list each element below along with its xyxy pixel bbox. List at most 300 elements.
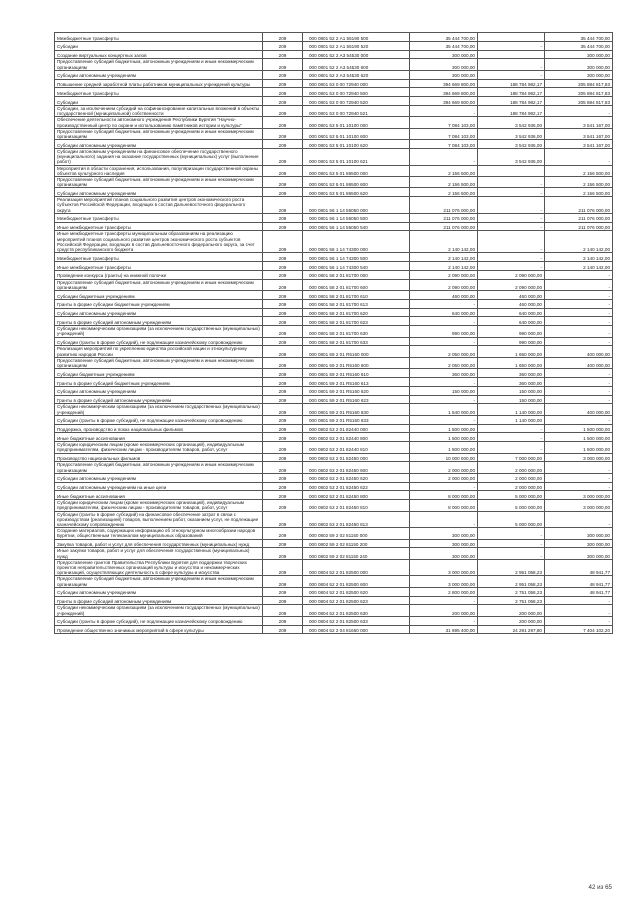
row-approved-amount: 394 669 800,00 (410, 88, 478, 97)
row-name: Субсидии автономным учреждениям (55, 308, 263, 317)
table-row (55, 149, 613, 166)
row-remaining-amount: 211 076 000,00 (545, 213, 613, 222)
table-row (55, 616, 613, 625)
table-row (55, 140, 613, 149)
row-admin-code: 209 (263, 587, 303, 596)
row-admin-code: 209 (263, 188, 303, 197)
row-approved-amount: 300 000,00 (410, 548, 478, 559)
row-classification-code: 000 0801 58 2 01 81700 610 (303, 291, 410, 300)
row-name: Субсидии автономным учреждениям на иные цели (55, 482, 263, 491)
row-name: Субсидии бюджетным учреждениям (55, 291, 263, 300)
row-classification-code: 000 0801 53 0 00 72940 500 (303, 88, 410, 97)
row-admin-code: 209 (263, 222, 303, 231)
row-admin-code: 209 (263, 357, 303, 368)
row-executed-amount: 2 000 000,00 (478, 462, 545, 473)
row-remaining-amount: 2 156 500,00 (545, 177, 613, 188)
row-classification-code: 000 0801 52 2 А3 54530 600 (303, 59, 410, 70)
row-executed-amount: - (478, 424, 545, 433)
row-approved-amount: 2 090 000,00 (410, 270, 478, 279)
row-approved-amount: - (410, 511, 478, 528)
row-classification-code: 000 0802 53 2 01 82450 800 (303, 491, 410, 500)
row-executed-amount: - (478, 253, 545, 262)
row-executed-amount: 150 000,00 (478, 386, 545, 395)
row-classification-code: 000 0801 53 5 01 10100 621 (303, 149, 410, 166)
row-classification-code: 000 0801 58 2 01 81700 623 (303, 317, 410, 326)
table-body (55, 33, 613, 634)
row-admin-code: 209 (263, 299, 303, 308)
row-remaining-amount: 35 444 700,00 (545, 33, 613, 42)
row-admin-code: 209 (263, 197, 303, 214)
row-executed-amount: 2 090 000,00 (478, 279, 545, 290)
row-classification-code: 000 0801 53 0 00 72940 521 (303, 105, 410, 116)
row-classification-code: 000 0801 59 2 01 R5160 610 (303, 369, 410, 378)
table-row (55, 386, 613, 395)
table-row (55, 346, 613, 357)
row-name: Гранты в форме субсидий автономным учреждениям (55, 596, 263, 605)
row-remaining-amount: 3 541 167,00 (545, 117, 613, 128)
table-row (55, 369, 613, 378)
row-remaining-amount: 211 076 000,00 (545, 222, 613, 231)
row-name: Субсидии (гранты в форме субсидий) на финансовое обеспечение затрат в связи с производством (реализацией) товаров, выполнением работ, оказанием услуг, не подлежащие казначейскому сопровождению (55, 511, 263, 528)
row-admin-code: 209 (263, 70, 303, 79)
row-admin-code: 209 (263, 548, 303, 559)
row-name: Иные межбюджетные трансферты (55, 262, 263, 271)
row-classification-code: 000 0804 52 2 01 82500 630 (303, 605, 410, 616)
row-executed-amount: 24 291 297,80 (478, 625, 545, 634)
row-approved-amount: 211 076 000,00 (410, 197, 478, 214)
table-row (55, 433, 613, 442)
row-classification-code: 000 0802 53 2 01 82450 000 (303, 453, 410, 462)
row-approved-amount: 31 695 400,00 (410, 625, 478, 634)
table-row (55, 625, 613, 634)
row-remaining-amount: 300 000,00 (545, 50, 613, 59)
table-row (55, 165, 613, 176)
row-approved-amount: 2 050 000,00 (410, 357, 478, 368)
row-admin-code: 209 (263, 404, 303, 415)
row-executed-amount: 1 140 000,00 (478, 404, 545, 415)
row-admin-code: 209 (263, 415, 303, 424)
row-executed-amount: 2 951 058,23 (478, 576, 545, 587)
row-classification-code: 000 0802 53 2 01 82450 600 (303, 462, 410, 473)
row-admin-code: 209 (263, 231, 303, 253)
table-row (55, 50, 613, 59)
row-name: Иные закупки товаров, работ и услуг для обеспечения государственных (муниципальных) нужд (55, 548, 263, 559)
row-approved-amount: 1 500 000,00 (410, 433, 478, 442)
row-approved-amount: 150 000,00 (410, 386, 478, 395)
row-remaining-amount: - (545, 326, 613, 337)
row-executed-amount (478, 33, 545, 42)
row-executed-amount: - (478, 433, 545, 442)
table-row (55, 491, 613, 500)
row-name: Субсидии (гранты в форме субсидий), не подлежащие казначейскому сопровождению (55, 616, 263, 625)
row-name: Субсидии (55, 41, 263, 50)
table-row (55, 88, 613, 97)
row-remaining-amount: - (545, 386, 613, 395)
row-remaining-amount: 300 000,00 (545, 528, 613, 539)
row-remaining-amount: 400 000,00 (545, 346, 613, 357)
row-approved-amount: 1 500 000,00 (410, 442, 478, 453)
row-classification-code: 000 0801 56 1 14 74300 000 (303, 231, 410, 253)
row-remaining-amount: - (545, 279, 613, 290)
row-classification-code: 000 0801 52 2 А3 54530 620 (303, 70, 410, 79)
row-name: Обеспечение деятельности автономного учреждения Республики Бурятия "Научно-производственный центр по охране и использованию памятников истории и культуры" (55, 117, 263, 128)
row-approved-amount: 7 084 103,00 (410, 140, 478, 149)
page-number: 42 из 65 (588, 884, 612, 891)
row-executed-amount: 150 000,00 (478, 395, 545, 404)
table-row (55, 222, 613, 231)
row-admin-code: 209 (263, 279, 303, 290)
row-approved-amount: - (410, 415, 478, 424)
row-approved-amount: 1 500 000,00 (410, 424, 478, 433)
row-classification-code: 000 0802 53 2 01 82450 622 (303, 482, 410, 491)
row-admin-code: 209 (263, 596, 303, 605)
row-executed-amount: 640 000,00 (478, 308, 545, 317)
row-name: Субсидии автономным учреждениям (55, 473, 263, 482)
row-name: Предоставление субсидий бюджетным, автономным учреждениям и иным некоммерческим организациям (55, 59, 263, 70)
row-admin-code: 209 (263, 97, 303, 106)
row-classification-code: 000 0801 52 2 А1 55190 500 (303, 33, 410, 42)
row-admin-code: 209 (263, 253, 303, 262)
row-admin-code: 209 (263, 117, 303, 128)
table-row (55, 596, 613, 605)
row-approved-amount: 2 140 142,00 (410, 262, 478, 271)
table-row (55, 262, 613, 271)
row-classification-code: 000 0801 53 5 01 86500 620 (303, 188, 410, 197)
row-classification-code: 000 0802 53 2 01 82440 800 (303, 433, 410, 442)
row-approved-amount: 2 140 142,00 (410, 231, 478, 253)
row-executed-amount: - (478, 59, 545, 70)
table-row (55, 270, 613, 279)
row-name: Иные бюджетные ассигнования (55, 433, 263, 442)
row-remaining-amount: - (545, 605, 613, 616)
row-remaining-amount: 48 941,77 (545, 587, 613, 596)
row-approved-amount: 640 000,00 (410, 308, 478, 317)
row-approved-amount: 211 076 000,00 (410, 222, 478, 231)
row-admin-code: 209 (263, 528, 303, 539)
row-remaining-amount: 3 541 167,00 (545, 140, 613, 149)
row-remaining-amount: - (545, 482, 613, 491)
row-executed-amount: 460 000,00 (478, 299, 545, 308)
row-approved-amount: 2 140 142,00 (410, 253, 478, 262)
row-admin-code: 209 (263, 500, 303, 511)
row-admin-code: 209 (263, 482, 303, 491)
row-executed-amount: - (478, 213, 545, 222)
row-classification-code: 000 0802 53 2 01 82440 000 (303, 424, 410, 433)
table-row (55, 415, 613, 424)
table-row (55, 442, 613, 453)
table-row (55, 559, 613, 576)
table-row (55, 197, 613, 214)
row-remaining-amount: - (545, 337, 613, 346)
row-remaining-amount: 2 140 142,00 (545, 262, 613, 271)
row-admin-code: 209 (263, 262, 303, 271)
row-executed-amount: 188 784 982,17 (478, 79, 545, 88)
table-row (55, 576, 613, 587)
row-admin-code: 209 (263, 149, 303, 166)
row-approved-amount: 300 000,00 (410, 528, 478, 539)
row-executed-amount: 360 000,00 (478, 369, 545, 378)
row-name: Субсидии (55, 97, 263, 106)
row-name: Субсидии юридическим лицам (кроме некоммерческих организаций), индивидуальным предпринимателям, физическим лицам - производителям товаров, работ, услуг (55, 442, 263, 453)
row-name: Предоставление субсидий бюджетным, автономным учреждениям и иным некоммерческим организациям (55, 576, 263, 587)
row-classification-code: 000 0802 59 2 02 81150 000 (303, 528, 410, 539)
row-admin-code: 209 (263, 128, 303, 139)
row-admin-code: 209 (263, 50, 303, 59)
table-row (55, 231, 613, 253)
row-approved-amount: - (410, 149, 478, 166)
row-remaining-amount: 300 000,00 (545, 59, 613, 70)
row-name: Мероприятия в области сохранения, использования, популяризации государственной охраны объектов культурного наследия (55, 165, 263, 176)
row-admin-code: 209 (263, 105, 303, 116)
row-executed-amount: - (478, 70, 545, 79)
table-row (55, 79, 613, 88)
row-executed-amount: 3 542 936,00 (478, 117, 545, 128)
table-row (55, 308, 613, 317)
row-classification-code: 000 0804 52 2 04 81650 000 (303, 625, 410, 634)
row-approved-amount: - (410, 395, 478, 404)
table-row (55, 59, 613, 70)
row-name: Субсидии некоммерческим организациям (за исключением государственных (муниципальных) учреждений) (55, 605, 263, 616)
row-executed-amount: 1 650 000,00 (478, 346, 545, 357)
row-remaining-amount: 205 884 817,83 (545, 88, 613, 97)
row-approved-amount: 3 000 000,00 (410, 559, 478, 576)
row-executed-amount: 460 000,00 (478, 291, 545, 300)
row-name: Гранты в форме субсидий автономным учреждениям (55, 395, 263, 404)
row-remaining-amount: 205 884 817,83 (545, 97, 613, 106)
row-classification-code: 000 0801 53 5 01 86500 600 (303, 177, 410, 188)
row-remaining-amount: 7 404 102,20 (545, 625, 613, 634)
row-approved-amount: 2 090 000,00 (410, 279, 478, 290)
row-admin-code: 209 (263, 462, 303, 473)
row-classification-code: 000 0801 53 5 01 10100 600 (303, 128, 410, 139)
row-admin-code: 209 (263, 395, 303, 404)
row-classification-code: 000 0802 59 2 02 81150 240 (303, 548, 410, 559)
row-approved-amount: 2 050 000,00 (410, 346, 478, 357)
row-executed-amount: 990 000,00 (478, 337, 545, 346)
row-name: Субсидии автономным учреждениям (55, 587, 263, 596)
row-admin-code: 209 (263, 33, 303, 42)
row-classification-code: 000 0801 59 2 01 R5160 613 (303, 378, 410, 387)
row-admin-code: 209 (263, 442, 303, 453)
row-remaining-amount: - (545, 415, 613, 424)
row-name: Поддержка, производство и показ национальных фильмов (55, 424, 263, 433)
row-name: Субсидии некоммерческим организациям (за исключением государственных (муниципальных) учреждений) (55, 326, 263, 337)
row-admin-code: 209 (263, 326, 303, 337)
row-executed-amount: - (478, 548, 545, 559)
table-row (55, 317, 613, 326)
row-remaining-amount: 2 156 500,00 (545, 188, 613, 197)
row-remaining-amount: 1 500 000,00 (545, 433, 613, 442)
row-admin-code: 209 (263, 165, 303, 176)
row-executed-amount: - (478, 197, 545, 214)
row-name: Предоставление субсидий бюджетным, автономным учреждениям и иным некоммерческим организациям (55, 279, 263, 290)
row-executed-amount (478, 50, 545, 59)
row-approved-amount: 990 000,00 (410, 326, 478, 337)
row-admin-code: 209 (263, 378, 303, 387)
row-name: Иные межбюджетные трансферты (55, 222, 263, 231)
row-name: Межбюджетные трансферты (55, 33, 263, 42)
row-classification-code: 000 0801 53 5 01 10100 620 (303, 140, 410, 149)
row-admin-code: 209 (263, 79, 303, 88)
row-remaining-amount: - (545, 378, 613, 387)
row-approved-amount: 2 156 500,00 (410, 165, 478, 176)
row-classification-code: 000 0801 58 2 01 81700 630 (303, 326, 410, 337)
row-approved-amount: 8 000 000,00 (410, 491, 478, 500)
row-approved-amount: - (410, 482, 478, 491)
row-classification-code: 000 0801 58 2 01 81700 613 (303, 299, 410, 308)
row-name: Реализация мероприятий по укреплению единства российской нации и этнокультурному развитию народов России (55, 346, 263, 357)
row-approved-amount: - (410, 596, 478, 605)
row-executed-amount: 3 542 936,00 (478, 140, 545, 149)
row-admin-code: 209 (263, 433, 303, 442)
row-classification-code: 000 0801 58 2 01 81700 620 (303, 308, 410, 317)
row-name: Субсидии бюджетным учреждениям (55, 369, 263, 378)
table-row (55, 128, 613, 139)
row-remaining-amount: 1 500 000,00 (545, 442, 613, 453)
row-approved-amount: - (410, 299, 478, 308)
row-executed-amount: 1 140 000,00 (478, 415, 545, 424)
row-classification-code: 000 0801 53 5 01 10100 000 (303, 117, 410, 128)
row-remaining-amount: 2 140 142,00 (545, 231, 613, 253)
row-classification-code: 000 0801 59 2 01 R5160 620 (303, 386, 410, 395)
row-classification-code: 000 0801 53 0 00 72940 520 (303, 97, 410, 106)
table-row (55, 188, 613, 197)
row-classification-code: 000 0801 52 2 А3 54530 000 (303, 50, 410, 59)
row-executed-amount: 5 000 000,00 (478, 491, 545, 500)
row-remaining-amount: 3 000 000,00 (545, 491, 613, 500)
row-executed-amount: - (478, 528, 545, 539)
row-remaining-amount: - (545, 473, 613, 482)
table-row (55, 424, 613, 433)
table-row (55, 548, 613, 559)
row-classification-code: 000 0801 53 5 01 86500 000 (303, 165, 410, 176)
row-approved-amount: - (410, 378, 478, 387)
row-admin-code: 209 (263, 369, 303, 378)
row-name: Гранты в форме субсидий бюджетным учреждениям (55, 378, 263, 387)
row-remaining-amount: 211 076 000,00 (545, 197, 613, 214)
row-admin-code: 209 (263, 291, 303, 300)
row-name: Гранты в форме субсидии бюджетным учреждениям (55, 299, 263, 308)
table-row (55, 70, 613, 79)
row-name: Субсидии (гранты в форме субсидий), не подлежащие казначейскому сопровождению (55, 337, 263, 346)
table-row (55, 528, 613, 539)
table-row (55, 587, 613, 596)
row-executed-amount: 2 751 058,23 (478, 587, 545, 596)
row-name: Закупка товаров, работ и услуг для обеспечения государственных (муниципальных) нужд (55, 539, 263, 548)
row-executed-amount: 3 542 936,00 (478, 149, 545, 166)
row-remaining-amount: 2 140 142,00 (545, 253, 613, 262)
row-approved-amount: 7 084 103,00 (410, 117, 478, 128)
table-row (55, 326, 613, 337)
row-admin-code: 209 (263, 213, 303, 222)
row-remaining-amount: 48 941,77 (545, 559, 613, 576)
row-name: Межбюджетные трансферты (55, 88, 263, 97)
row-approved-amount: 200 000,00 (410, 605, 478, 616)
table-row (55, 539, 613, 548)
row-executed-amount: 2 000 000,00 (478, 473, 545, 482)
row-classification-code: 000 0802 53 2 01 82450 620 (303, 473, 410, 482)
table-row (55, 473, 613, 482)
table-row (55, 97, 613, 106)
row-approved-amount: 35 444 700,00 (410, 33, 478, 42)
table-row (55, 299, 613, 308)
row-approved-amount: 300 000,00 (410, 539, 478, 548)
row-remaining-amount: - (545, 462, 613, 473)
row-admin-code: 209 (263, 616, 303, 625)
row-name: Проведение общественно значимых мероприятий в сфере культуры (55, 625, 263, 634)
table-row (55, 395, 613, 404)
row-remaining-amount: 48 941,77 (545, 576, 613, 587)
row-approved-amount: - (410, 105, 478, 116)
row-name: Предоставление субсидий бюджетным, автономным учреждениям и иным некоммерческим организациям (55, 177, 263, 188)
row-executed-amount: - (478, 262, 545, 271)
row-approved-amount: - (410, 616, 478, 625)
row-admin-code: 209 (263, 317, 303, 326)
row-approved-amount: 2 000 000,00 (410, 473, 478, 482)
row-admin-code: 209 (263, 88, 303, 97)
row-classification-code: 000 0802 53 2 01 82450 810 (303, 500, 410, 511)
row-remaining-amount: 400 000,00 (545, 357, 613, 368)
row-name: Предоставление грантов Правительства Республики Бурятия для поддержки творческих проектов неправительственных организаций культуры и искусства и некоммерческих организаций, осуществляющих деятельность в сфере культуры и искусства (55, 559, 263, 576)
row-name: Межбюджетные трансферты (55, 213, 263, 222)
row-executed-amount: 3 542 936,00 (478, 128, 545, 139)
row-approved-amount: - (410, 337, 478, 346)
row-approved-amount: 10 000 000,00 (410, 453, 478, 462)
row-admin-code: 209 (263, 270, 303, 279)
row-classification-code: 000 0801 56 1 14 55050 500 (303, 213, 410, 222)
row-name: Межбюджетные трансферты (55, 253, 263, 262)
table-row (55, 41, 613, 50)
row-approved-amount: 300 000,00 (410, 70, 478, 79)
table-row (55, 404, 613, 415)
row-executed-amount: 1 650 000,00 (478, 357, 545, 368)
row-admin-code: 209 (263, 59, 303, 70)
table-row (55, 482, 613, 491)
row-admin-code: 209 (263, 308, 303, 317)
row-approved-amount: 300 000,00 (410, 59, 478, 70)
row-classification-code: 000 0801 59 2 01 R5160 623 (303, 395, 410, 404)
row-approved-amount: 35 444 700,00 (410, 41, 478, 50)
row-remaining-amount: - (545, 395, 613, 404)
row-classification-code: 000 0801 58 2 01 81700 000 (303, 270, 410, 279)
row-approved-amount: 2 800 000,00 (410, 587, 478, 596)
row-name: Проведение конкурса (гранты) на книжной полочке (55, 270, 263, 279)
row-remaining-amount: - (545, 299, 613, 308)
row-classification-code: 000 0801 59 2 01 R5160 000 (303, 346, 410, 357)
table-row (55, 279, 613, 290)
row-executed-amount: 200 000,00 (478, 616, 545, 625)
row-name: Субсидии юридическим лицам (кроме некоммерческих организаций), индивидуальным предпринимателям, физическим лицам - производителям товаров, работ, услуг (55, 500, 263, 511)
row-classification-code: 000 0804 52 2 01 82500 633 (303, 616, 410, 625)
row-remaining-amount: 300 000,00 (545, 70, 613, 79)
row-name: Создание материалов, содержащих информацию об этнокультурном многообразии народов Бурятии, общественным телеканалом муниципальных образований (55, 528, 263, 539)
row-name: Субсидии автономным учреждениям (55, 140, 263, 149)
row-name: Иные бюджетные ассигнования (55, 491, 263, 500)
row-remaining-amount: - (545, 369, 613, 378)
row-approved-amount: 394 669 800,00 (410, 97, 478, 106)
row-remaining-amount: 3 000 000,00 (545, 500, 613, 511)
row-remaining-amount: - (545, 149, 613, 166)
row-classification-code: 000 0801 59 2 01 R5160 630 (303, 404, 410, 415)
row-executed-amount: - (478, 231, 545, 253)
row-name: Субсидии некоммерческим организациям (за исключением государственных (муниципальных) учреждений) (55, 404, 263, 415)
row-admin-code: 209 (263, 511, 303, 528)
row-name: Субсидии (гранты в форме субсидий), не подлежащие казначейскому сопровождению (55, 415, 263, 424)
row-name: Предоставление субсидий бюджетным, автономным учреждениям и иным некоммерческим организациям (55, 462, 263, 473)
table-row (55, 213, 613, 222)
row-admin-code: 209 (263, 576, 303, 587)
row-classification-code: 000 0802 53 2 01 82450 813 (303, 511, 410, 528)
